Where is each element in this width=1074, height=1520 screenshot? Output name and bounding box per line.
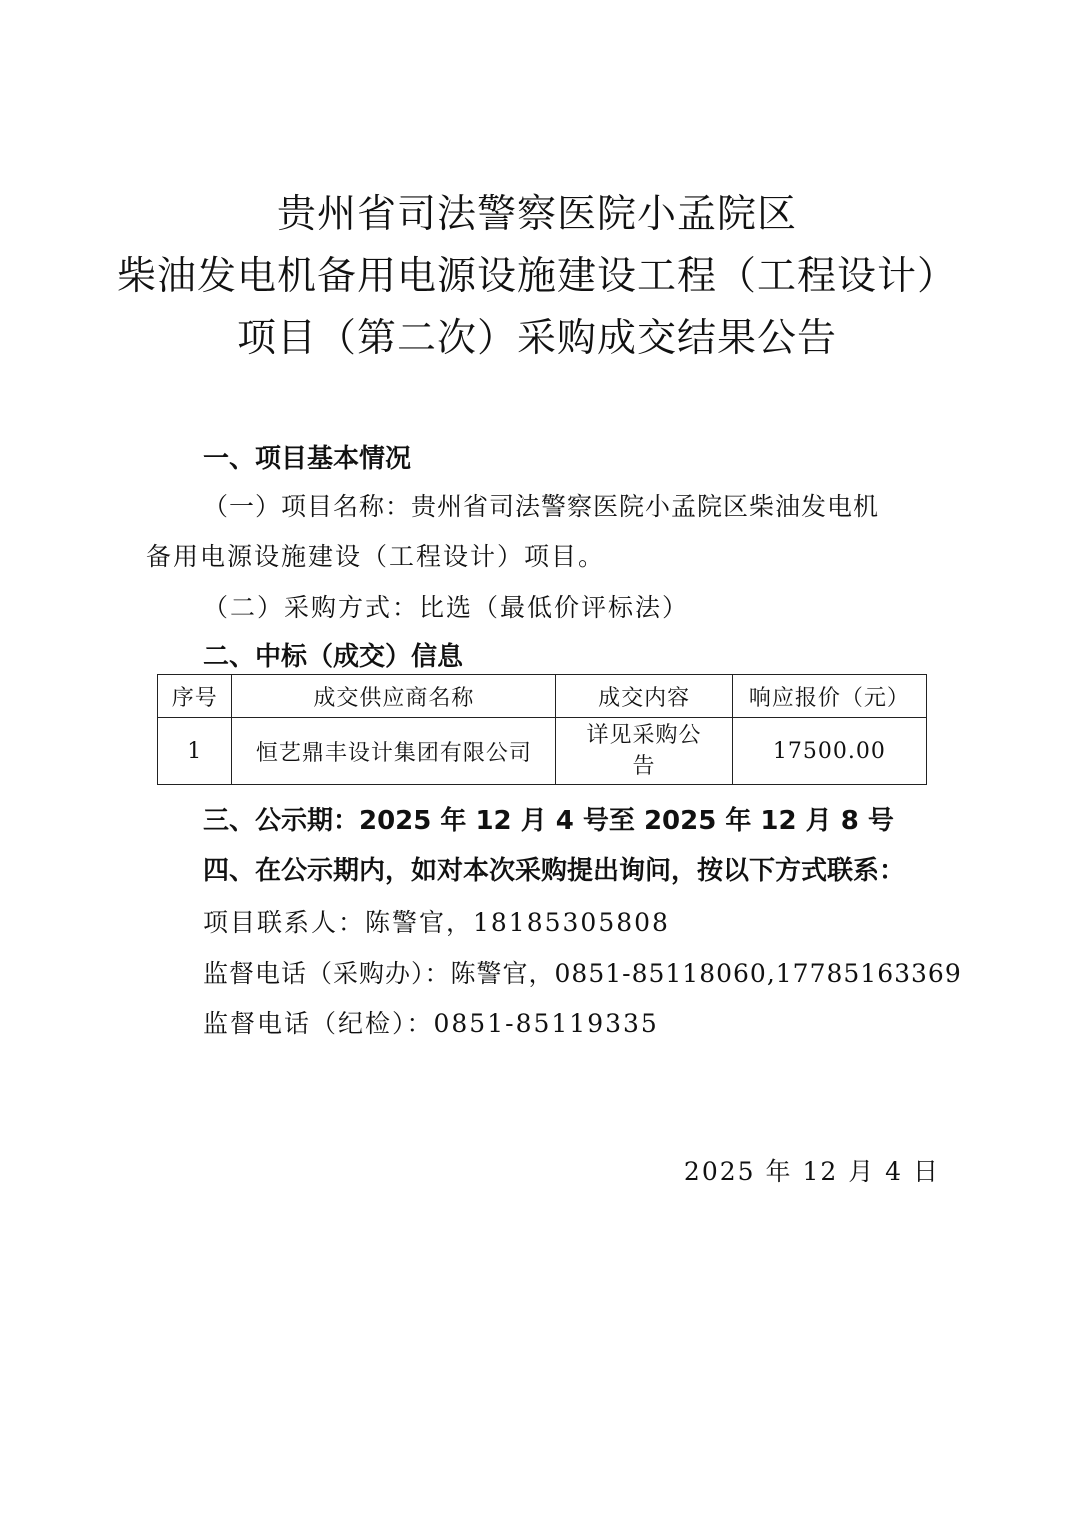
document-title xyxy=(0,184,1074,370)
section-4-heading: 四、在公示期内，如对本次采购提出询问，按以下方式联系： xyxy=(203,856,906,886)
procurement-method: （二）采购方式：比选（最低价评标法） xyxy=(203,593,690,622)
title-line-2: 柴油发电机备用电源设施建设工程（工程设计） xyxy=(116,254,957,299)
title-line-1: 贵州省司法警察医院小孟院区 xyxy=(276,192,797,237)
table-header-no: 序号 xyxy=(158,675,232,718)
table-cell-content-text: 详见采购公告 xyxy=(586,723,702,779)
contact-supervision-procurement: 监督电话（采购办）：陈警官，0851-85118060,17785163369 xyxy=(203,959,962,988)
table-row xyxy=(158,718,927,785)
document-date: 2025 年 12 月 4 日 xyxy=(683,1157,940,1186)
title-line-3: 项目（第二次）采购成交结果公告 xyxy=(236,316,837,361)
contact-project: 项目联系人：陈警官，18185305808 xyxy=(203,908,670,937)
project-name-line-2: 备用电源设施建设（工程设计）项目。 xyxy=(146,542,606,571)
table-header-content: 成交内容 xyxy=(556,675,733,718)
section-3-heading: 三、公示期：2025 年 12 月 4 号至 2025 年 12 月 8 号 xyxy=(203,806,894,836)
table-cell-supplier: 恒艺鼎丰设计集团有限公司 xyxy=(232,718,556,785)
table-header-row xyxy=(158,675,927,718)
table-header-price: 响应报价（元） xyxy=(732,675,926,718)
table-cell-content xyxy=(556,718,733,785)
contact-supervision-discipline: 监督电话（纪检）：0851-85119335 xyxy=(203,1009,659,1038)
table-header-supplier: 成交供应商名称 xyxy=(232,675,556,718)
table-cell-price: 17500.00 xyxy=(732,718,926,785)
table-cell-no: 1 xyxy=(158,718,232,785)
section-2-heading: 二、中标（成交）信息 xyxy=(203,642,464,672)
section-1-heading: 一、项目基本情况 xyxy=(203,444,412,474)
award-table xyxy=(157,674,927,785)
project-name-line-1: （一）项目名称：贵州省司法警察医院小孟院区柴油发电机 xyxy=(203,492,880,521)
